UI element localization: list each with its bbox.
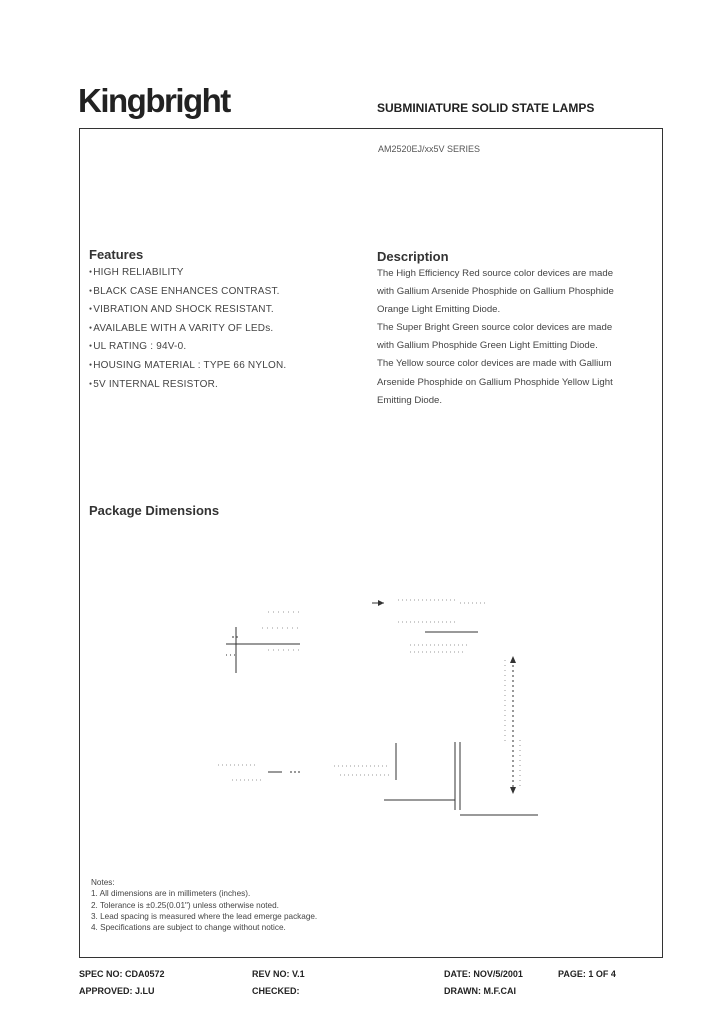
feature-item: ● UL RATING : 94V-0. [89, 341, 286, 360]
note-item: 2. Tolerance is ±0.25(0.01") unless otherwise noted. [91, 900, 279, 910]
note-item: 1. All dimensions are in millimeters (inches). [91, 889, 251, 899]
feature-item: ● HIGH RELIABILITY [89, 267, 286, 286]
feature-item: ● HOUSING MATERIAL : TYPE 66 NYLON. [89, 360, 286, 379]
description-line: The Super Bright Green source color devices are made [377, 322, 613, 334]
description-line: The Yellow source color devices are made with Gallium [377, 358, 612, 370]
approved-by: APPROVED: J.LU [79, 986, 155, 996]
document-title: SUBMINIATURE SOLID STATE LAMPS [377, 101, 595, 115]
note-item: 4. Specifications are subject to change without notice. [91, 923, 286, 933]
features-heading: Features [89, 247, 144, 262]
notes-block [91, 877, 317, 933]
description-line: with Gallium Phosphide Green Light Emitting Diode. [377, 340, 598, 352]
description-line: The High Efficiency Red source color devices are made [377, 268, 614, 279]
page-number: PAGE: 1 OF 4 [558, 969, 616, 979]
revision-number: REV NO: V.1 [252, 969, 305, 979]
description-heading: Description [377, 249, 449, 264]
dimension-arrow [378, 600, 384, 606]
feature-item: ● 5V INTERNAL RESISTOR. [89, 379, 286, 398]
description-line: with Gallium Arsenide Phosphide on Gallium Phosphide [377, 286, 614, 298]
dimension-arrow [510, 656, 516, 663]
feature-item: ● VIBRATION AND SHOCK RESISTANT. [89, 304, 286, 323]
drawn-by: DRAWN: M.F.CAI [444, 986, 516, 996]
feature-item: ● AVAILABLE WITH A VARITY OF LEDs. [89, 323, 286, 342]
note-item: 3. Lead spacing is measured where the lead emerge package. [91, 911, 318, 921]
description-line: Emitting Diode. [377, 394, 443, 406]
package-dimensions-heading: Package Dimensions [89, 503, 220, 518]
description-line: Orange Light Emitting Diode. [377, 304, 501, 316]
spec-number: SPEC NO: CDA0572 [79, 969, 165, 979]
document-date: DATE: NOV/5/2001 [444, 969, 523, 979]
notes-heading: Notes: [91, 878, 115, 887]
series-label: AM2520EJ/xx5V SERIES [378, 144, 481, 154]
checked-by: CHECKED: [252, 986, 300, 996]
kingbright-logo: Kingbright [78, 82, 230, 119]
dimension-arrow [510, 787, 516, 794]
feature-item: ● BLACK CASE ENHANCES CONTRAST. [89, 286, 286, 305]
description-line: Arsenide Phosphide on Gallium Phosphide Yellow Light [377, 376, 613, 388]
